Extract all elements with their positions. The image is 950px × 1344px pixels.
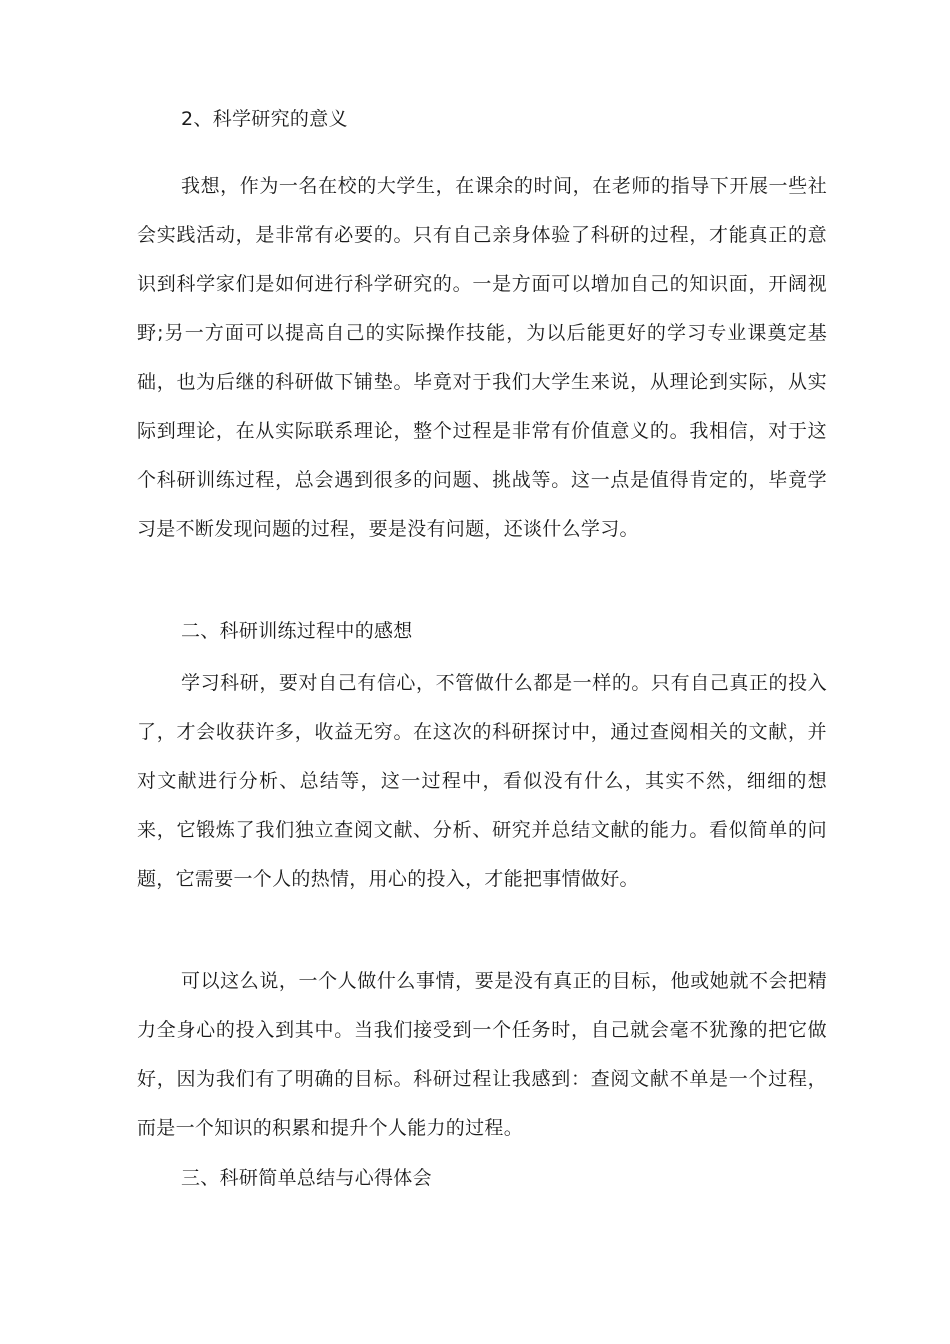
paragraph-research-reflections: 学习科研，要对自己有信心，不管做什么都是一样的。只有自己真正的投入了，才会收获许多，收益无穷。在这次的科研探讨中，通过查阅相关的文献，并对文献进行分析、总结等，这一过程中，看似没有什么，其实不然，细细的想来，它锻炼了我们独立查阅文献、分析、研究并总结文献的能力。看似简单的问题，它需要一个人的热情，用心的投入，才能把事情做好。 (137, 672, 827, 890)
paragraph-research-significance: 我想，作为一名在校的大学生，在课余的时间，在老师的指导下开展一些社会实践活动，是非常有必要的。只有自己亲身体验了科研的过程，才能真正的意识到科学家们是如何进行科学研究的。一是方面可以增加自己的知识面，开阔视野;另一方面可以提高自己的实际操作技能，为以后能更好的学习专业课奠定基础，也为后继的科研做下铺垫。毕竟对于我们大学生来说，从理论到实际，从实际到理论，在从实际联系理论，整个过程是非常有价值意义的。我相信，对于这个科研训练过程，总会遇到很多的问题、挑战等。这一点是值得肯定的，毕竟学习是不断发现问题的过程，要是没有问题，还谈什么学习。 (137, 175, 827, 540)
section-heading-three: 三、科研简单总结与心得体会 (181, 1167, 432, 1189)
section-heading-two: 二、科研训练过程中的感想 (181, 620, 413, 642)
section-heading-2: 2、科学研究的意义 (181, 108, 348, 130)
paragraph-goals: 可以这么说，一个人做什么事情，要是没有真正的目标，他或她就不会把精力全身心的投入到其中。当我们接受到一个任务时，自己就会毫不犹豫的把它做好，因为我们有了明确的目标。科研过程让我感到：查阅文献不单是一个过程，而是一个知识的积累和提升个人能力的过程。 (137, 970, 827, 1139)
